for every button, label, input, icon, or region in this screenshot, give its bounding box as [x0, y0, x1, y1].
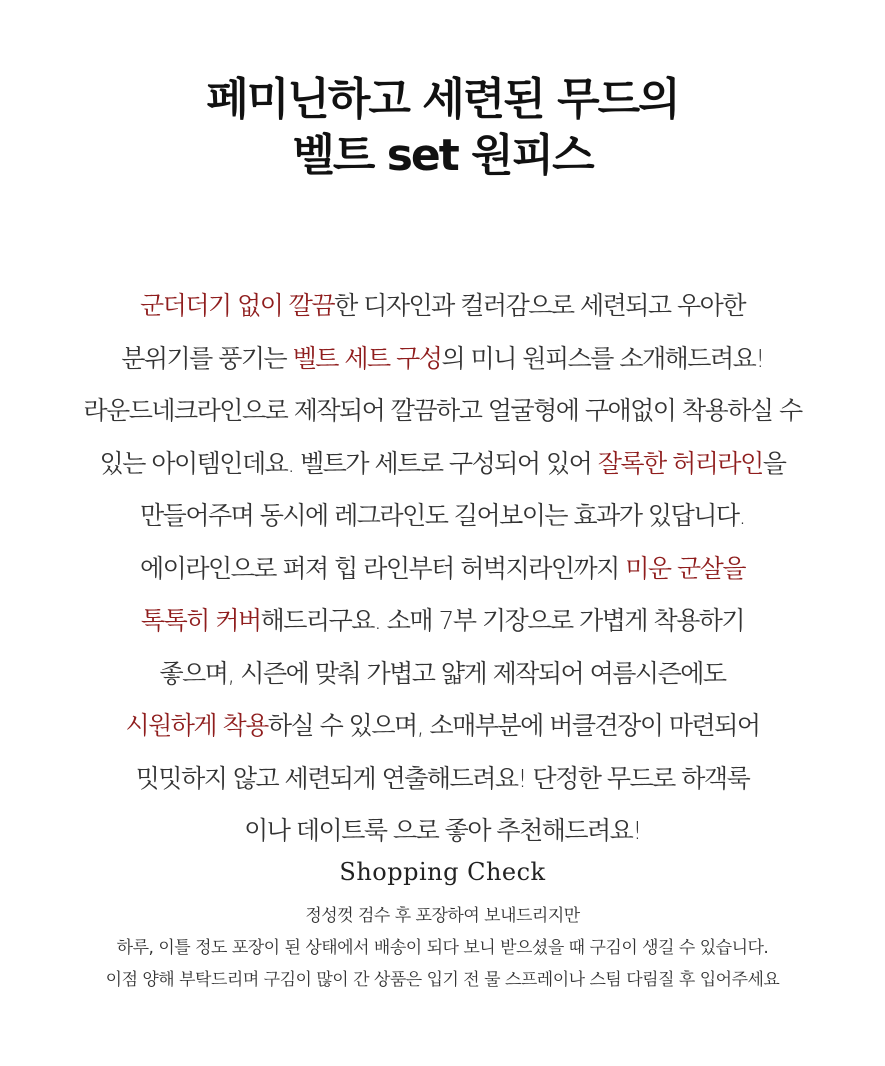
highlighted-phrase: 군더더기 없이 깔끔: [140, 291, 335, 320]
product-description: [0, 280, 885, 858]
highlighted-phrase: 시원하게 착용: [125, 711, 268, 740]
description-text: 좋으며, 시즌에 맞춰 가볍고 얇게 제작되어 여름시즌에도: [159, 658, 726, 688]
notice-line: 이점 양해 부탁드리며 구김이 많이 간 상품은 입기 전 물 스프레이나 스팀 다림질 후 입어주세요: [105, 970, 780, 990]
description-line: [0, 700, 885, 753]
shopping-check-heading: Shopping Check: [339, 858, 546, 886]
description-line: [0, 385, 885, 438]
description-text: 의 미니 원피스를 소개해드려요!: [441, 343, 764, 373]
highlighted-phrase: 미운 군살을: [625, 553, 745, 583]
description-text: 을: [762, 448, 786, 478]
description-text: 한 디자인과 컬러감으로 세련되고 우아한: [334, 291, 745, 320]
highlighted-phrase: 벨트 세트 구성: [292, 343, 442, 373]
description-line: [0, 543, 885, 596]
description-line: [0, 280, 885, 333]
description-text: 이나 데이트룩 으로 좋아 추천해드려요!: [244, 816, 641, 845]
description-text: 있는 아이템인데요. 벨트가 세트로 구성되어 있어: [99, 448, 598, 478]
notice-line: 하루, 이틀 정도 포장이 된 상태에서 배송이 되다 보니 받으셨을 때 구김이 생길 수 있습니다.: [116, 938, 769, 958]
description-text: 에이라인으로 퍼져 힙 라인부터 허벅지라인까지: [140, 553, 626, 583]
description-text: 분위기를 풍기는: [121, 343, 293, 373]
product-title-line-1: 페미닌하고 세련된 무드의: [206, 74, 679, 125]
notice-line: 정성껏 검수 후 포장하여 보내드리지만: [305, 906, 580, 926]
description-text: 만들어주며 동시에 레그라인도 길어보이는 효과가 있답니다.: [140, 501, 745, 530]
description-text: 라운드네크라인으로 제작되어 깔끔하고 얼굴형에 구애없이 착용하실 수: [83, 396, 802, 425]
description-text: 하실 수 있으며, 소매부분에 버클견장이 마련되어: [267, 711, 760, 740]
description-line: [0, 490, 885, 543]
description-line: [0, 595, 885, 648]
shopping-check-notice: [0, 900, 885, 996]
description-text: 밋밋하지 않고 세련되게 연출해드려요! 단정한 무드로 하객룩: [135, 763, 750, 793]
description-line: [0, 438, 885, 491]
product-title: [0, 72, 885, 184]
highlighted-phrase: 톡톡히 커버: [140, 606, 261, 635]
description-text: 해드리구요. 소매 7부 기장으로 가볍게 착용하기: [260, 606, 745, 635]
highlighted-phrase: 잘록한 허리라인: [597, 448, 763, 478]
description-line: [0, 648, 885, 701]
description-line: [0, 805, 885, 858]
description-line: [0, 753, 885, 806]
description-line: [0, 333, 885, 386]
product-title-line-2: 벨트 set 원피스: [292, 130, 593, 181]
